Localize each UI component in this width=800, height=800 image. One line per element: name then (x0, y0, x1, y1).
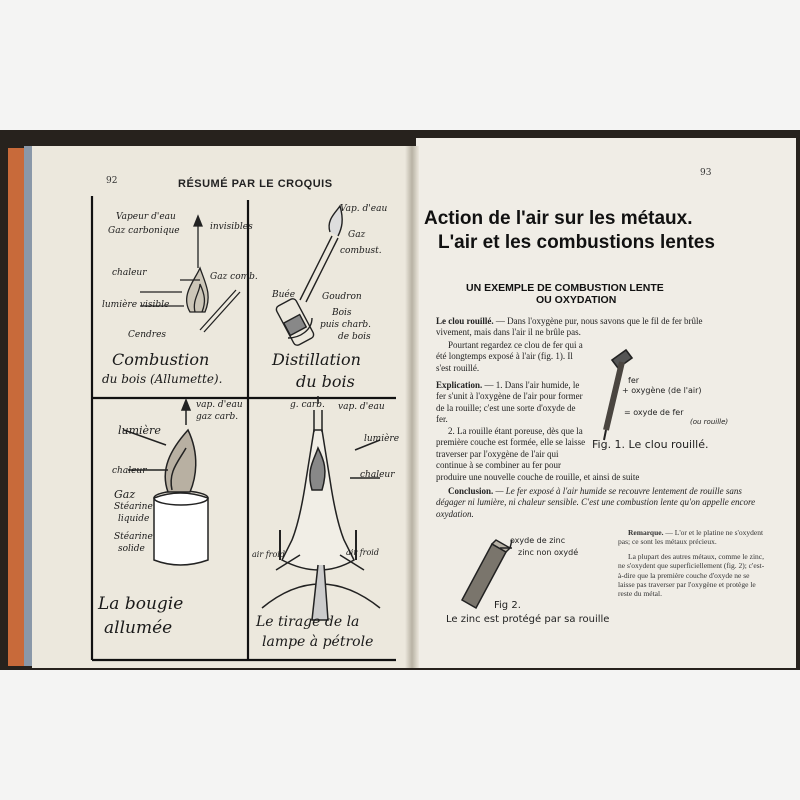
label-gaz-2: Gaz (348, 230, 366, 240)
label-buee: Buée (272, 290, 296, 300)
label-vap-eau-4: vap. d'eau (338, 402, 385, 412)
paragraph-conclusion (436, 486, 756, 520)
paragraph-pourtant: Pourtant regardez ce clou de fer qui a été longtemps exposé à l'air (fig. 1). Il s'est rouillé. (436, 340, 583, 373)
label-cendres: Cendres (128, 330, 167, 340)
label-liquide: liquide (118, 514, 150, 524)
caption-combustion-line2: du bois (Allumette). (102, 372, 223, 386)
caption-distillation-line1: Distillation (272, 350, 361, 369)
label-air-froid-right: air froid (346, 548, 379, 557)
label-gaz-3: Gaz (114, 488, 136, 501)
heading-clou: Le clou rouillé. (436, 316, 494, 326)
rusty-nail-drawing (604, 350, 632, 440)
paragraph-produire: produire une nouvelle couche de rouille, et ainsi de suite (436, 472, 640, 482)
caption-combustion-line1: Combustion (112, 350, 210, 369)
text-remarque: — L'or et le platine ne s'oxydent pas; ce sont les métaux précieux. (618, 528, 764, 547)
text-conclusion: — Le fer exposé à l'air humide se recouvre lentement de rouille sans dégager ni lumière, ni chaleur sensible. C'est une combustion lente qu'on appelle encore oxydation. (436, 486, 756, 519)
right-page-number: 93 (700, 168, 712, 178)
text-clou: — Dans l'oxygène pur, nous savons que le fil de fer brûle vivement, mais dans l'air il ne brûle pas. (436, 316, 703, 338)
left-page-number: 92 (106, 176, 118, 186)
fig2-label-zinc-non-oxyde: zinc non oxydé (518, 548, 579, 557)
label-lumiere-3: lumière (118, 424, 161, 437)
heading-explication: Explication. (436, 380, 483, 390)
label-combust: combust. (340, 246, 382, 256)
fig1-caption: Fig. 1. Le clou rouillé. (592, 438, 709, 451)
label-chaleur-4: chaleur (360, 470, 395, 480)
fig1-eq-fer: fer (628, 376, 640, 385)
label-invisibles: invisibles (210, 222, 253, 232)
label-chaleur-1: chaleur (112, 268, 147, 278)
zinc-bar-drawing (462, 540, 512, 608)
section-subtitle-line1: UN EXEMPLE DE COMBUSTION LENTE (466, 282, 664, 294)
text-explication: — 1. Dans l'air humide, le fer s'unit à l'oxygène de l'air pour former de la rouille; c'est une sorte d'oxyde de fer. (436, 380, 583, 425)
label-stearine-liquide: Stéarine (114, 502, 153, 512)
heading-conclusion: Conclusion. (448, 486, 494, 496)
label-vapeur-eau: Vapeur d'eau (116, 212, 176, 222)
label-gaz-carbonique: Gaz carbonique (108, 226, 180, 236)
label-de-bois: de bois (338, 332, 371, 342)
caption-lampe-line2: lampe à pétrole (262, 634, 374, 650)
label-chaleur-3: chaleur (112, 466, 147, 476)
fig1-eq-oxyde: = oxyde de fer (624, 408, 684, 417)
label-lumiere-4: lumière (364, 434, 400, 444)
label-vap-eau-3: vap. d'eau (196, 400, 243, 410)
label-gaz-carb-3: gaz carb. (196, 412, 239, 422)
caption-distillation-line2: du bois (296, 372, 355, 391)
paragraph-explication (436, 380, 586, 426)
fig2-label-oxyde-zinc: oxyde de zinc (510, 536, 566, 545)
right-title-line1: Action de l'air sur les métaux. (424, 208, 693, 229)
label-vap-eau-2: Vap. d'eau (340, 204, 388, 214)
heading-remarque: Remarque. (628, 528, 664, 537)
label-bois: Bois (332, 308, 352, 318)
fig2-caption: Le zinc est protégé par sa rouille (446, 614, 610, 625)
paragraph-clou (436, 316, 736, 339)
caption-lampe-line1: Le tirage de la (256, 614, 360, 630)
label-air-froid-left: air froid (252, 550, 285, 559)
right-title-line2: L'air et les combustions lentes (438, 232, 715, 253)
label-gaz-comb: Gaz comb. (210, 272, 258, 282)
label-g-carb-4: g. carb. (290, 400, 325, 410)
fig1-eq-rouille: (ou rouille) (690, 418, 729, 426)
paragraph-point2: 2. La rouille étant poreuse, dès que la première couche est formée, elle se laisse traverser par l'oxygène de l'air qui continue à se combiner au fer pour (436, 426, 586, 471)
paragraph-remarque-2: La plupart des autres métaux, comme le zinc, ne s'oxydent que superficiellement (fig. 2); c'est-à-dire que la première couche d'oxyde ne se laisse pas traverser par l'oxygène et protège le reste du métal. (618, 552, 765, 599)
caption-bougie-line1: La bougie (98, 594, 184, 614)
label-goudron: Goudron (322, 292, 362, 302)
left-page-title: RÉSUMÉ PAR LE CROQUIS (178, 178, 333, 190)
label-solide: solide (118, 544, 145, 554)
paragraph-remarque (618, 528, 768, 547)
label-lumiere-visible: lumière visible (102, 300, 170, 310)
label-puis-charb: puis charb. (320, 320, 372, 330)
fig2-number: Fig 2. (494, 600, 521, 611)
fig1-eq-oxygene: + oxygène (de l'air) (622, 386, 702, 395)
label-stearine-solide: Stéarine (114, 532, 153, 542)
caption-bougie-line2: allumée (104, 618, 173, 638)
oil-lamp-drawing (262, 396, 380, 620)
section-subtitle-line2: OU OXYDATION (536, 294, 617, 306)
